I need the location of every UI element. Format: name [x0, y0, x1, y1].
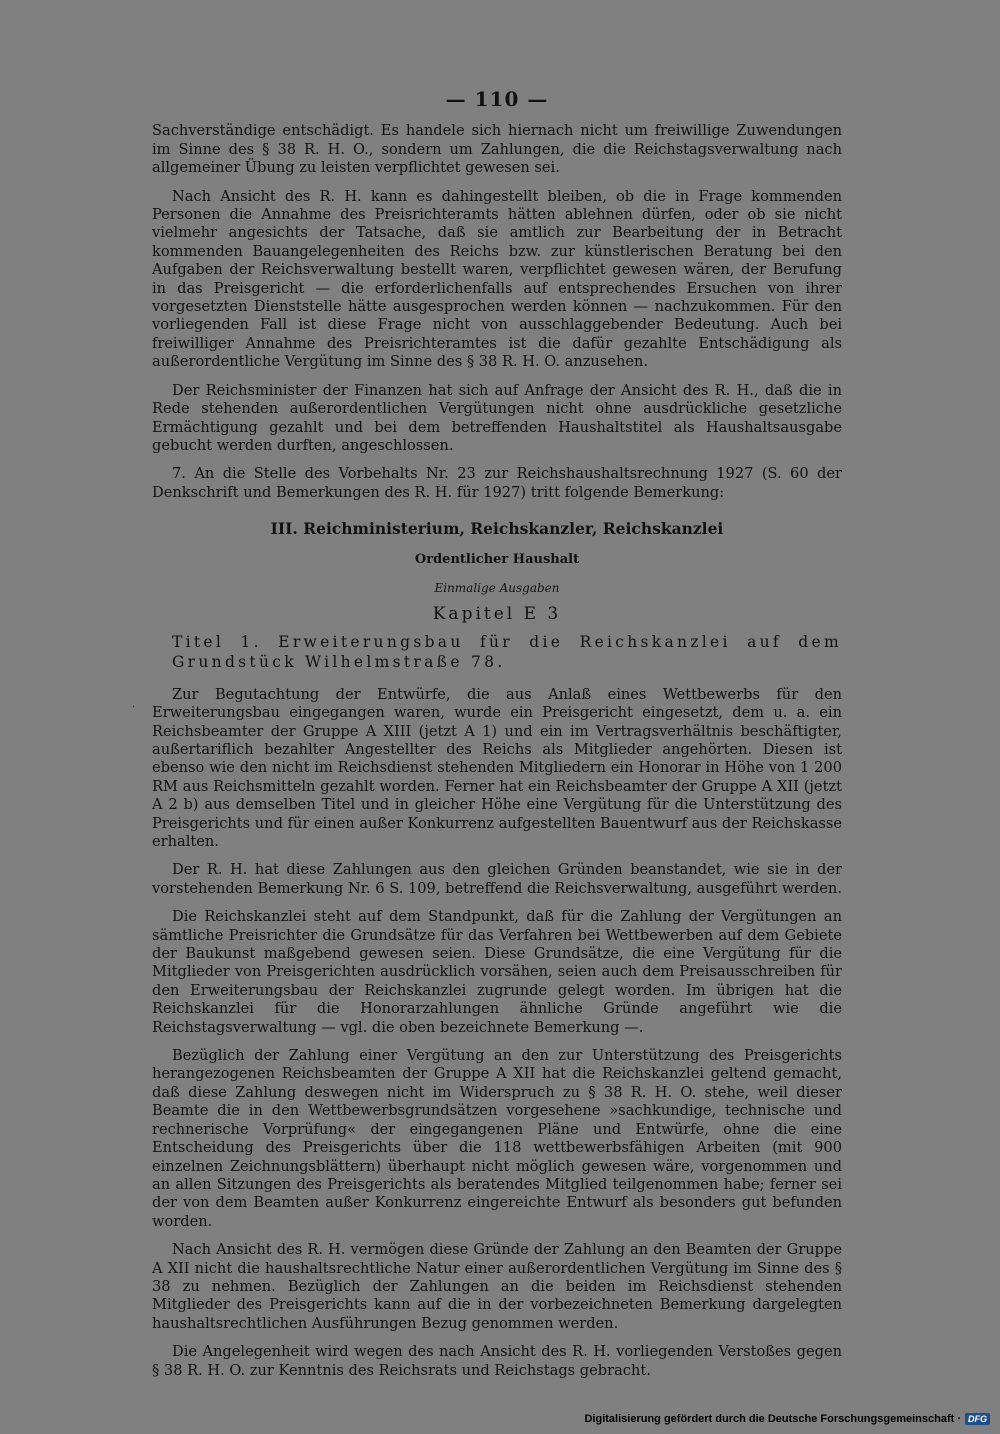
paragraph-bottom-2: Der R. H. hat diese Zahlungen aus den gleichen Gründen beanstandet, wie sie in der vorstehenden Bemerkung Nr. 6 S. 109, betreffend die Reichsverwaltung, ausgeführt werden. [152, 861, 842, 897]
dfg-logo-icon: DFG [965, 1413, 990, 1425]
document-page [152, 87, 843, 1386]
budget-heading: Ordentlicher Haushalt [414, 551, 580, 567]
footer-text: Digitalisierung gefördert durch die Deutsche Forschungsgemeinschaft · [584, 1413, 961, 1425]
paragraph-top-3: Der Reichsminister der Finanzen hat sich auf Anfrage der Ansicht des R. H., daß die in Rede stehenden außerordentlichen Vergütungen nicht ohne ausdrückliche gesetzliche Ermächtigung gezahlt und bei dem betreffenden Haushaltstitel als Haushaltsausgabe gebucht werden durften, angeschlossen. [152, 381, 842, 454]
paragraph-bottom-5: Nach Ansicht des R. H. vermögen diese Gründe der Zahlung an den Beamten der Gruppe A XII nicht die haushaltsrechtliche Natur einer außerordentlichen Vergütung im Sinne des § 38 zu nehmen. Bezüglich der Zahlungen an die beiden im Reichsdienst stehenden Mitglieder des Preisgerichts kann auf die in der vorbezeichneten Bemerkung dargelegten haushaltsrechtlichen Ausführungen Bezug genommen werden. [152, 1241, 842, 1332]
paragraph-top-2: Nach Ansicht des R. H. kann es dahingestellt bleiben, ob die in Frage kommenden Personen die Annahme des Preisrichteramts hätten ablehnen dürfen, oder ob sie nicht vielmehr angesichts der Tatsache, daß sie amtlich zur Bearbeitung der in Betracht kommenden Bauangelegenheiten des Reichs bzw. zur künstlerischen Beratung bei den Aufgaben der Reichsverwaltung bestellt waren, verpflichtet gewesen wären, der Berufung in das Preisgericht — die erforderlichenfalls auf entsprechendes Ersuchen von ihrer vorgesetzten Dienststelle hätte ausgesprochen werden können — nachzukommen. Für den vorliegenden Fall ist diese Frage nicht von ausschlaggebender Bedeutung. Auch bei freiwilliger Annahme des Preisrichteramtes ist die dafür gezahlte Entschädigung als außerordentliche Vergütung im Sinne des § 38 R. H. O. anzusehen. [152, 187, 842, 371]
paragraph-bottom-4: Bezüglich der Zahlung einer Vergütung an den zur Unterstützung des Preisgerichts herangezogenen Reichsbeamten der Gruppe A XII hat die Reichskanzlei geltend gemacht, daß diese Zahlung deswegen nicht im Widerspruch zu § 38 R. H. O. stehe, weil dieser Beamte die in den Wettbewerbsgrundsätzen vorgesehene »sachkundige, technische und rechnerische Vorprüfung« der eingegangenen Pläne und Entwürfe, ohne die eine Entscheidung des Preisgerichts über die 118 wettbewerbsfähigen Arbeiten (mit 900 einzelnen Zeichnungsblättern) überhaupt nicht möglich gewesen wäre, vorgenommen und an allen Sitzungen des Preisgerichts als beratendes Mitglied teilgenommen habe; ferner sei der von dem Beamten außer Konkurrenz eingereichte Entwurf als besonders gut befunden worden. [152, 1047, 842, 1230]
margin-dot: · [132, 702, 136, 713]
paragraph-bottom-3: Die Reichskanzlei steht auf dem Standpunkt, daß für die Zahlung der Vergütungen an sämtliche Preisrichter die Grundsätze für das Verfahren bei Wettbewerben auf dem Gebiete der Baukunst maßgebend gewesen seien. Diese Grundsätze, die eine Vergütung für die Mitglieder von Preisgerichten ausdrücklich vorsähen, seien auch dem Preisausschreiben für den Erweiterungsbau der Reichskanzlei zugrunde gelegt worden. Im übrigen hat die Reichskanzlei für die Honorarzahlungen ähnliche Gründe angeführt wie die Reichstagsverwaltung — vgl. die oben bezeichnete Bemerkung —. [152, 908, 842, 1036]
footer-credit [584, 1410, 990, 1428]
paragraph-bottom-6: Die Angelegenheit wird wegen des nach Ansicht des R. H. vorliegenden Verstoßes gegen § 38 R. H. O. zur Kenntnis des Reichsrats und Reichstags gebracht. [152, 1343, 842, 1379]
paragraph-top-4: 7. An die Stelle des Vorbehalts Nr. 23 zur Reichshaushaltsrechnung 1927 (S. 60 der Denkschrift und Bemerkungen des R. H. für 1927) tritt folgende Bemerkung: [152, 465, 842, 501]
title-line: Titel 1. Erweiterungsbau für die Reichskanzlei auf dem Grundstück Wilhelmstraße 78. [172, 632, 842, 671]
page-number: — 110 — [445, 87, 549, 111]
paragraph-top-1: Sachverständige entschädigt. Es handele sich hiernach nicht um freiwillige Zuwendungen im Sinne des § 38 R. H. O., sondern um Zahlungen, die die Reichstagsverwaltung nach allgemeiner Übung zu leisten verpflichtet gewesen sei. [152, 122, 842, 177]
section-heading: III. Reichministerium, Reichskanzler, Reichskanzlei [270, 519, 724, 539]
chapter-heading: Kapitel E 3 [432, 604, 562, 625]
paragraph-bottom-1: Zur Begutachtung der Entwürfe, die aus Anlaß eines Wettbewerbs für den Erweiterungsbau eingegangen waren, wurde ein Preisgericht eingesetzt, dem u. a. ein Reichsbeamter der Gruppe A XIII (jetzt A 1) und ein im Vertragsverhältnis beschäftigter, außertariflich bezahlter Angestellter des Reichs als Mitglieder angehörten. Diesen ist ebenso wie den nicht im Reichsdienst stehenden Mitgliedern ein Honorar in Höhe von 1 200 RM aus Reichsmitteln gezahlt worden. Ferner hat ein Reichsbeamter der Gruppe A XII (jetzt A 2 b) aus demselben Titel und in gleicher Höhe eine Vergütung für die Unterstützung des Preisgerichts und für einen außer Konkurrenz aufgestellten Bauentwurf aus der Reichskasse erhalten. [152, 685, 843, 850]
expenses-heading: Einmalige Ausgaben [434, 580, 560, 595]
